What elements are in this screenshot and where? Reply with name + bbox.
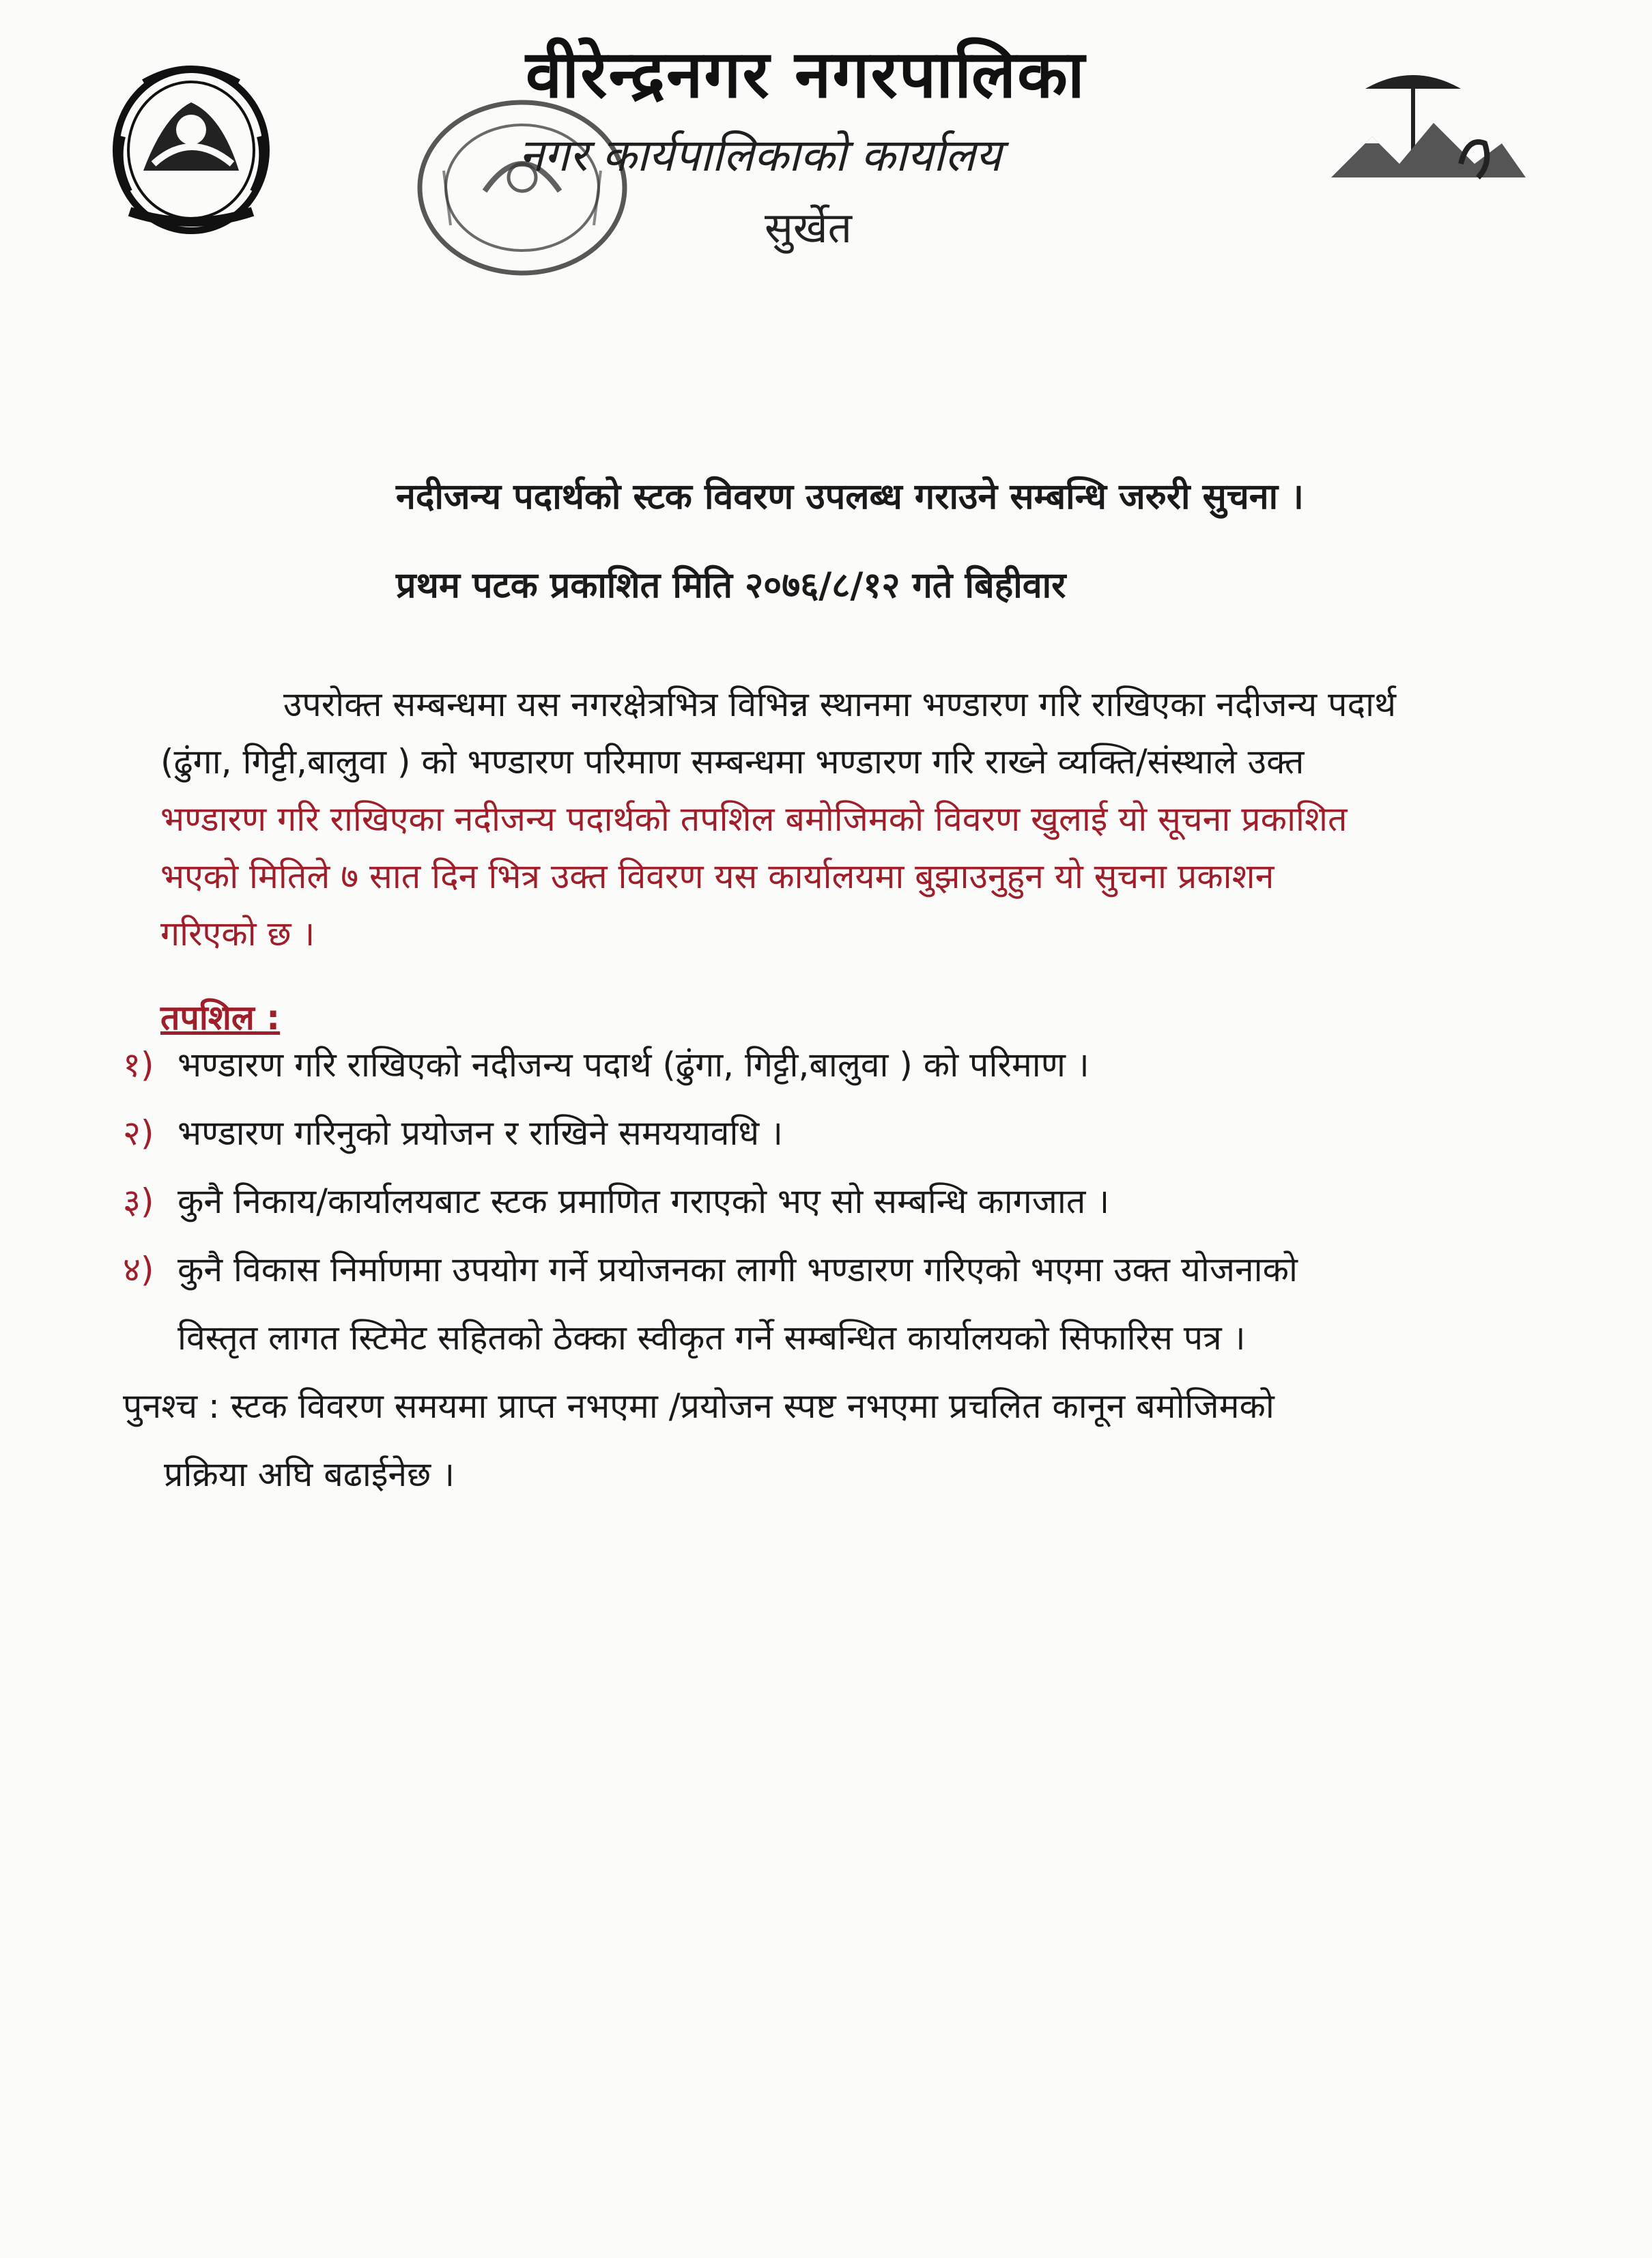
notice-title: नदीजन्य पदार्थको स्टक विवरण उपलब्ध गराउने सम्बन्धि जरुरी सुचना । <box>396 476 1304 517</box>
body-line-3: भण्डारण गरि राखिएका नदीजन्य पदार्थको तपशिल बमोजिमको विवरण खुलाई यो सूचना प्रकाशित <box>160 799 1348 839</box>
details-heading: तपशिल : <box>160 998 281 1038</box>
office-name: नगर कार्यपालिकाको कार्यालय <box>519 129 1001 182</box>
list-item <box>123 1099 1543 1167</box>
list-item-number: १) <box>123 1045 154 1085</box>
body-line-2: (ढुंगा, गिट्टी,बालुवा ) को भण्डारण परिमाण सम्बन्धमा भण्डारण गरि राख्ने व्यक्ति/संस्थाले उक्त <box>160 742 1305 782</box>
list-item-number: २) <box>123 1113 154 1153</box>
postscript-line-1: पुनश्च : स्टक विवरण समयमा प्राप्त नभएमा /प्रयोजन स्पष्ट नभएमा प्रचलित कानून बमोजिमको <box>123 1386 1274 1426</box>
list-item-text: कुनै निकाय/कार्यालयबाट स्टक प्रमाणित गराएको भए सो सम्बन्धि कागजात । <box>177 1182 1110 1221</box>
notice-body <box>160 676 1526 962</box>
list-item-number: ४) <box>123 1250 154 1289</box>
postscript-line-2: प्रक्रिया अघि बढाईनेछ । <box>164 1455 455 1494</box>
visit-nepal-2020-logo-icon <box>1324 61 1529 239</box>
list-item <box>123 1031 1543 1099</box>
organization-name: वीरेन्द्रनगर नगरपालिका <box>526 36 1086 113</box>
office-place: सुर्खेत <box>765 203 852 253</box>
body-line-4: भएको मितिले ७ सात दिन भित्र उक्त विवरण यस कार्यालयमा बुझाउनुहुन यो सुचना प्रकाशन <box>160 857 1274 896</box>
list-item <box>123 1167 1543 1235</box>
list-item-continuation: विस्तृत लागत स्टिमेट सहितको ठेक्का स्वीकृत गर्ने सम्बन्धित कार्यालयको सिफारिस पत्र । <box>177 1318 1246 1358</box>
list-item-text: कुनै विकास निर्माणमा उपयोग गर्ने प्रयोजनका लागी भण्डारण गरिएको भएमा उक्त योजनाको <box>177 1250 1298 1289</box>
details-list <box>123 1031 1543 1372</box>
list-item <box>123 1235 1543 1304</box>
nepal-government-emblem-icon <box>102 55 280 239</box>
list-item-text: भण्डारण गरिनुको प्रयोजन र राखिने समययावधि । <box>177 1113 784 1153</box>
list-item-text: भण्डारण गरि राखिएको नदीजन्य पदार्थ (ढुंगा, गिट्टी,बालुवा ) को परिमाण । <box>177 1045 1090 1085</box>
body-line-1: उपरोक्त सम्बन्धमा यस नगरक्षेत्रभित्र विभिन्न स्थानमा भण्डारण गरि राखिएका नदीजन्य पदार्थ <box>283 685 1397 724</box>
list-item-number: ३) <box>123 1182 154 1221</box>
municipality-seal-stamp-icon <box>410 89 635 287</box>
postscript <box>123 1372 1556 1509</box>
publish-date-line: प्रथम पटक प्रकाशित मिति २०७६/८/१२ गते बिहीवार <box>396 565 1066 606</box>
body-line-5: गरिएको छ । <box>160 914 315 954</box>
